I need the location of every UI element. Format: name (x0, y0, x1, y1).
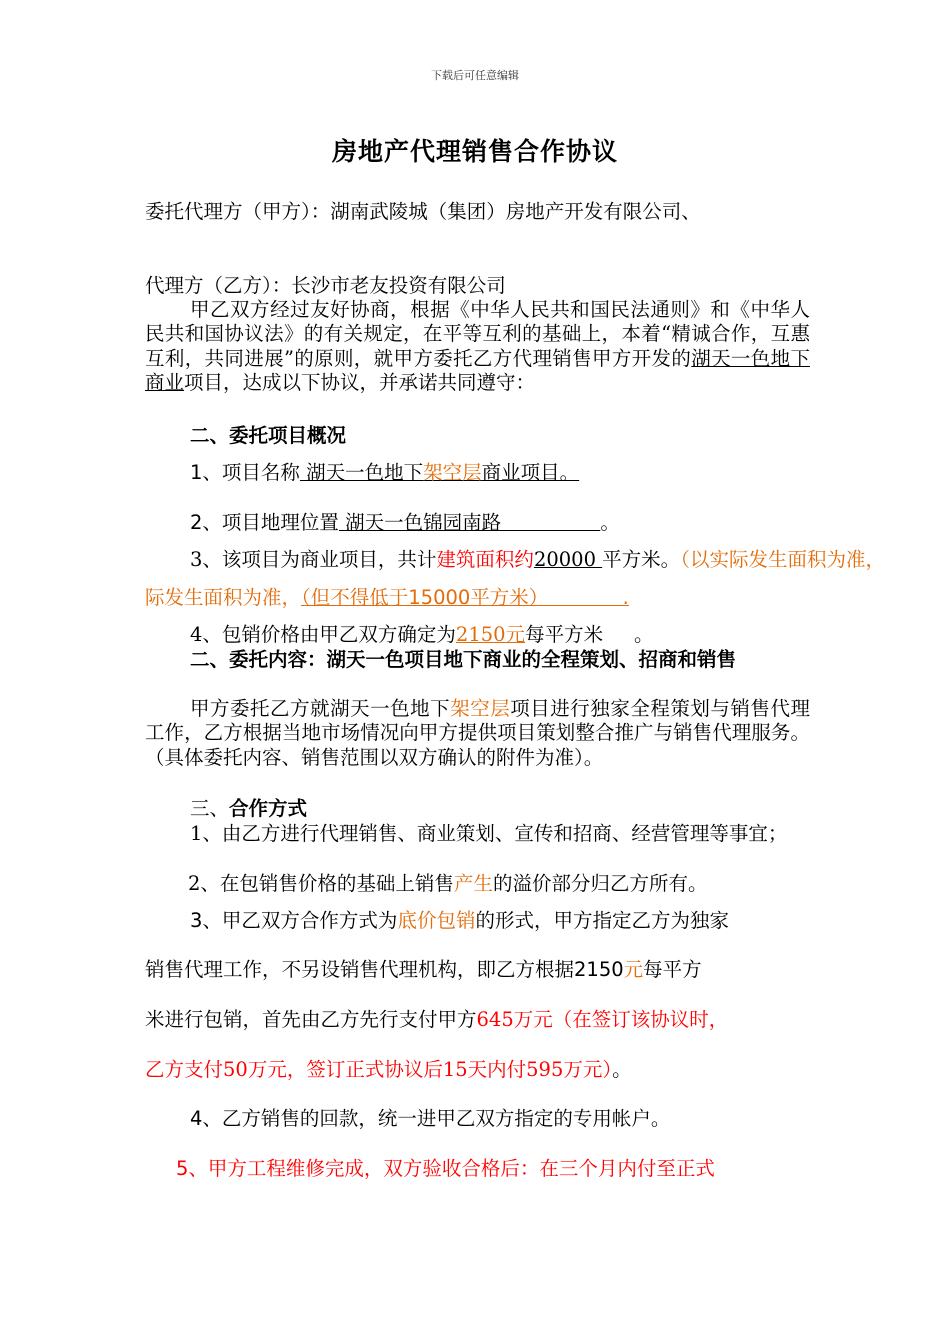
item-end: 。 (600, 511, 620, 534)
value-part-end: 商业项目。 (481, 461, 580, 484)
content-text-end: 项目进行独家全程策划与销售代理工作，乙方根据当地市场情况向甲方提供项目策划整合推广与销售代理服务。（具体委托内容、销售范围以双方确认的附件为准）。 (145, 697, 810, 769)
area-note: （以实际发生面积为准， (680, 548, 885, 571)
area-note-line: 际发生面积为准， (145, 586, 302, 609)
cooperation-item-3-line-1 (190, 909, 729, 933)
price-value: 2150元 (455, 623, 526, 646)
overview-item-price (190, 623, 654, 647)
project-name-underlined: 湖天一色地下商业 (145, 346, 810, 394)
item-end: 。 (612, 1058, 632, 1081)
item-number: 4 (190, 1107, 203, 1130)
price-unit: 每平方米 。 (525, 623, 654, 646)
section-heading-overview: 二、委托项目概况 (190, 424, 347, 447)
item-value: 湖天一色锦园南路 (338, 511, 601, 534)
overview-item-area-note (145, 586, 629, 610)
area-unit: 平方米。 (602, 548, 681, 571)
heading-text: 合作方式 (229, 797, 308, 820)
area-minimum-note: （但不得低于15000平方米） . (301, 586, 629, 609)
party-b-line: 代理方（乙方）：长沙市老友投资有限公司 (145, 274, 506, 297)
cooperation-item-4 (190, 1107, 670, 1131)
item-number: 5 (176, 1157, 189, 1180)
item-text: 2、在包销售价格的基础上销售 (188, 872, 454, 895)
party-a-line: 委托代理方（甲方）：湖南武陵城（集团）房地产开发有限公司、 (145, 200, 701, 223)
item-label: 、项目地理位置 (202, 511, 339, 534)
item-text-end: 的溢价部分归乙方所有。 (492, 872, 708, 895)
heading-number: 三、 (190, 797, 230, 820)
content-text: 甲方委托乙方就湖天一色地下 (190, 697, 451, 720)
value-highlight: 架空层 (423, 461, 482, 484)
item-text-end: 每平方 (643, 958, 702, 981)
item-highlight: 底价包销 (397, 909, 476, 932)
area-value: 20000 (533, 548, 603, 571)
overview-item-location (190, 511, 620, 535)
item-text: 销售代理工作，不另设销售代理机构，即乙方根据 (145, 958, 575, 981)
payment-terms: 645万元（在签订该协议时， (476, 1008, 729, 1031)
overview-item-area (190, 548, 885, 572)
intro-paragraph (145, 298, 810, 395)
cooperation-item-3-line-4 (145, 1058, 632, 1082)
intro-text-end: 项目，达成以下协议，并承诺共同遵守： (184, 370, 536, 394)
item-text: 、甲乙双方合作方式为 (202, 909, 398, 932)
price-unit: 元 (623, 958, 644, 981)
item-text: 、乙方销售的回款，统一进甲乙双方指定的专用帐户。 (202, 1107, 671, 1130)
content-paragraph (145, 697, 810, 770)
item-number: 1 (190, 461, 203, 484)
cooperation-item-1: 1、由乙方进行代理销售、商业策划、宣传和招商、经营管理等事宜； (190, 822, 788, 845)
payment-terms-cont: 乙方支付50万元，签订正式协议后15天内付595万元） (145, 1058, 613, 1081)
cooperation-item-2 (188, 872, 707, 896)
section-heading-cooperation (190, 797, 307, 821)
price-number: 2150 (574, 958, 624, 981)
content-highlight: 架空层 (450, 697, 511, 720)
area-label: 建筑面积约 (436, 548, 534, 571)
item-text-end: 的形式，甲方指定乙方为独家 (475, 909, 729, 932)
item-text: 、甲方工程维修完成，双方验收合格后：在三个月内付至正式 (188, 1157, 715, 1180)
item-number: 2 (190, 511, 203, 534)
item-text: 米进行包销，首先由乙方先行支付甲方 (145, 1008, 477, 1031)
cooperation-item-3-line-3 (145, 1008, 728, 1032)
intro-text: 甲乙双方经过友好协商，根据《中华人民共和国民法通则》和《中华人民共和国协议法》的有关规定，在平等互利的基础上，本着“精诚合作，互惠互利，共同进展”的原则，就甲方委托乙方代理销售甲方开发的 (145, 298, 810, 370)
item-text: 3、该项目为商业项目，共计 (190, 548, 437, 571)
overview-item-project-name (190, 461, 579, 485)
section-heading-content: 二、委托内容：湖天一色项目地下商业的全程策划、招商和销售 (190, 648, 737, 671)
cooperation-item-5 (176, 1157, 715, 1181)
cooperation-item-3-line-2 (145, 958, 702, 982)
item-number: 3 (190, 909, 203, 932)
item-text: 4、包销价格由甲乙双方确定为 (190, 623, 456, 646)
item-label: 、项目名称 (202, 461, 300, 484)
page-header-note: 下载后可任意编辑 (431, 69, 519, 82)
value-part: 湖天一色地下 (299, 461, 424, 484)
item-highlight: 产生 (453, 872, 493, 895)
document-title: 房地产代理销售合作协议 (331, 137, 618, 166)
item-value (300, 461, 579, 484)
